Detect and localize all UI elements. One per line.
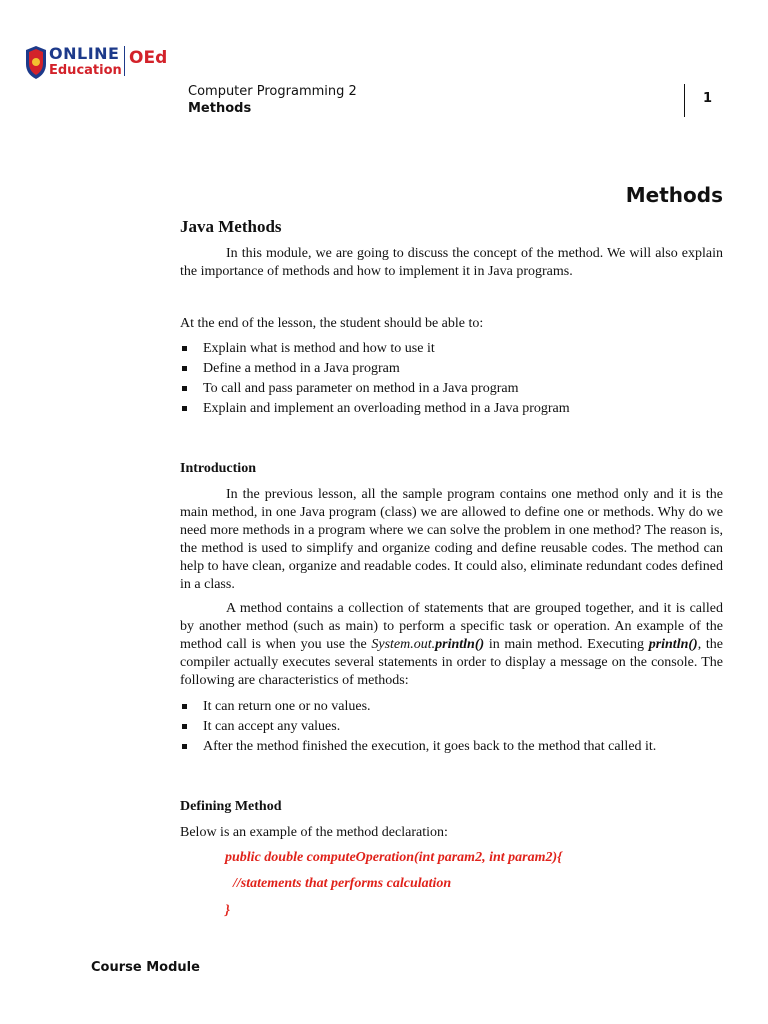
list-item: Explain what is method and how to use it	[180, 339, 570, 359]
intro-paragraph: In this module, we are going to discuss the concept of the method. We will also explain the importance of methods and how to implement it in Java programs.	[180, 246, 723, 279]
println-text-2: println()	[648, 637, 698, 652]
println-text: println()	[435, 637, 485, 652]
defining-method-lead: Below is an example of the method declaration:	[180, 825, 448, 840]
header-topic: Methods	[188, 101, 252, 116]
bullet-icon	[182, 704, 187, 709]
objectives-lead: At the end of the lesson, the student should be able to:	[180, 316, 484, 331]
code-comment-line: //statements that performs calculation	[233, 876, 452, 891]
section-subtitle: Java Methods	[180, 217, 282, 236]
bullet-icon	[182, 744, 187, 749]
bullet-icon	[182, 406, 187, 411]
introduction-paragraph-1: In the previous lesson, all the sample program contains one method only and it is the main method, in one Java program (class) we are allowed to define one or methods. Why do we need more methods in a program where we can solve the problem in one method? The reason is, the method is used to simplify and organize coding and define reusable codes. The method can help to have clean, organize and readable codes. It could also, eliminate redundant codes defined in a class.	[180, 487, 723, 592]
introduction-heading: Introduction	[180, 461, 256, 476]
list-item: It can return one or no values.	[180, 697, 656, 717]
system-out-text: System.out.	[371, 637, 436, 652]
list-item: Explain and implement an overloading method in a Java program	[180, 399, 570, 419]
logo-text-education: Education	[49, 63, 122, 78]
defining-method-heading: Defining Method	[180, 799, 282, 814]
logo-divider	[124, 46, 125, 76]
characteristics-list	[180, 697, 656, 757]
logo-badge-oed: OEd	[129, 48, 168, 68]
bullet-icon	[182, 724, 187, 729]
page-number: 1	[703, 91, 713, 106]
header-divider	[684, 84, 685, 117]
bullet-icon	[182, 366, 187, 371]
code-closing-brace: }	[225, 903, 230, 918]
logo-text-online: ONLINE	[49, 44, 120, 63]
footer-course-module: Course Module	[91, 960, 200, 975]
header-course-name: Computer Programming 2	[188, 84, 357, 99]
list-item: After the method finished the execution, it goes back to the method that called it.	[180, 737, 656, 757]
list-item: To call and pass parameter on method in a Java program	[180, 379, 570, 399]
list-item: It can accept any values.	[180, 717, 656, 737]
bullet-icon	[182, 346, 187, 351]
code-line: public double computeOperation(int param2, int param2){	[225, 850, 563, 865]
list-item: Define a method in a Java program	[180, 359, 570, 379]
introduction-paragraph-2: A method contains a collection of statements that are grouped together, and it is called by another method (such as main) to perform a specific task or operation. An example of the method call is when you use the System.out.println() in main method. Executing println(), the compiler actually executes several statements in order to display a message on the console. The following are characteristics of methods:	[180, 601, 723, 688]
page-title: Methods	[625, 183, 723, 207]
online-education-logo	[22, 42, 172, 84]
objectives-list	[180, 339, 570, 419]
bullet-icon	[182, 386, 187, 391]
